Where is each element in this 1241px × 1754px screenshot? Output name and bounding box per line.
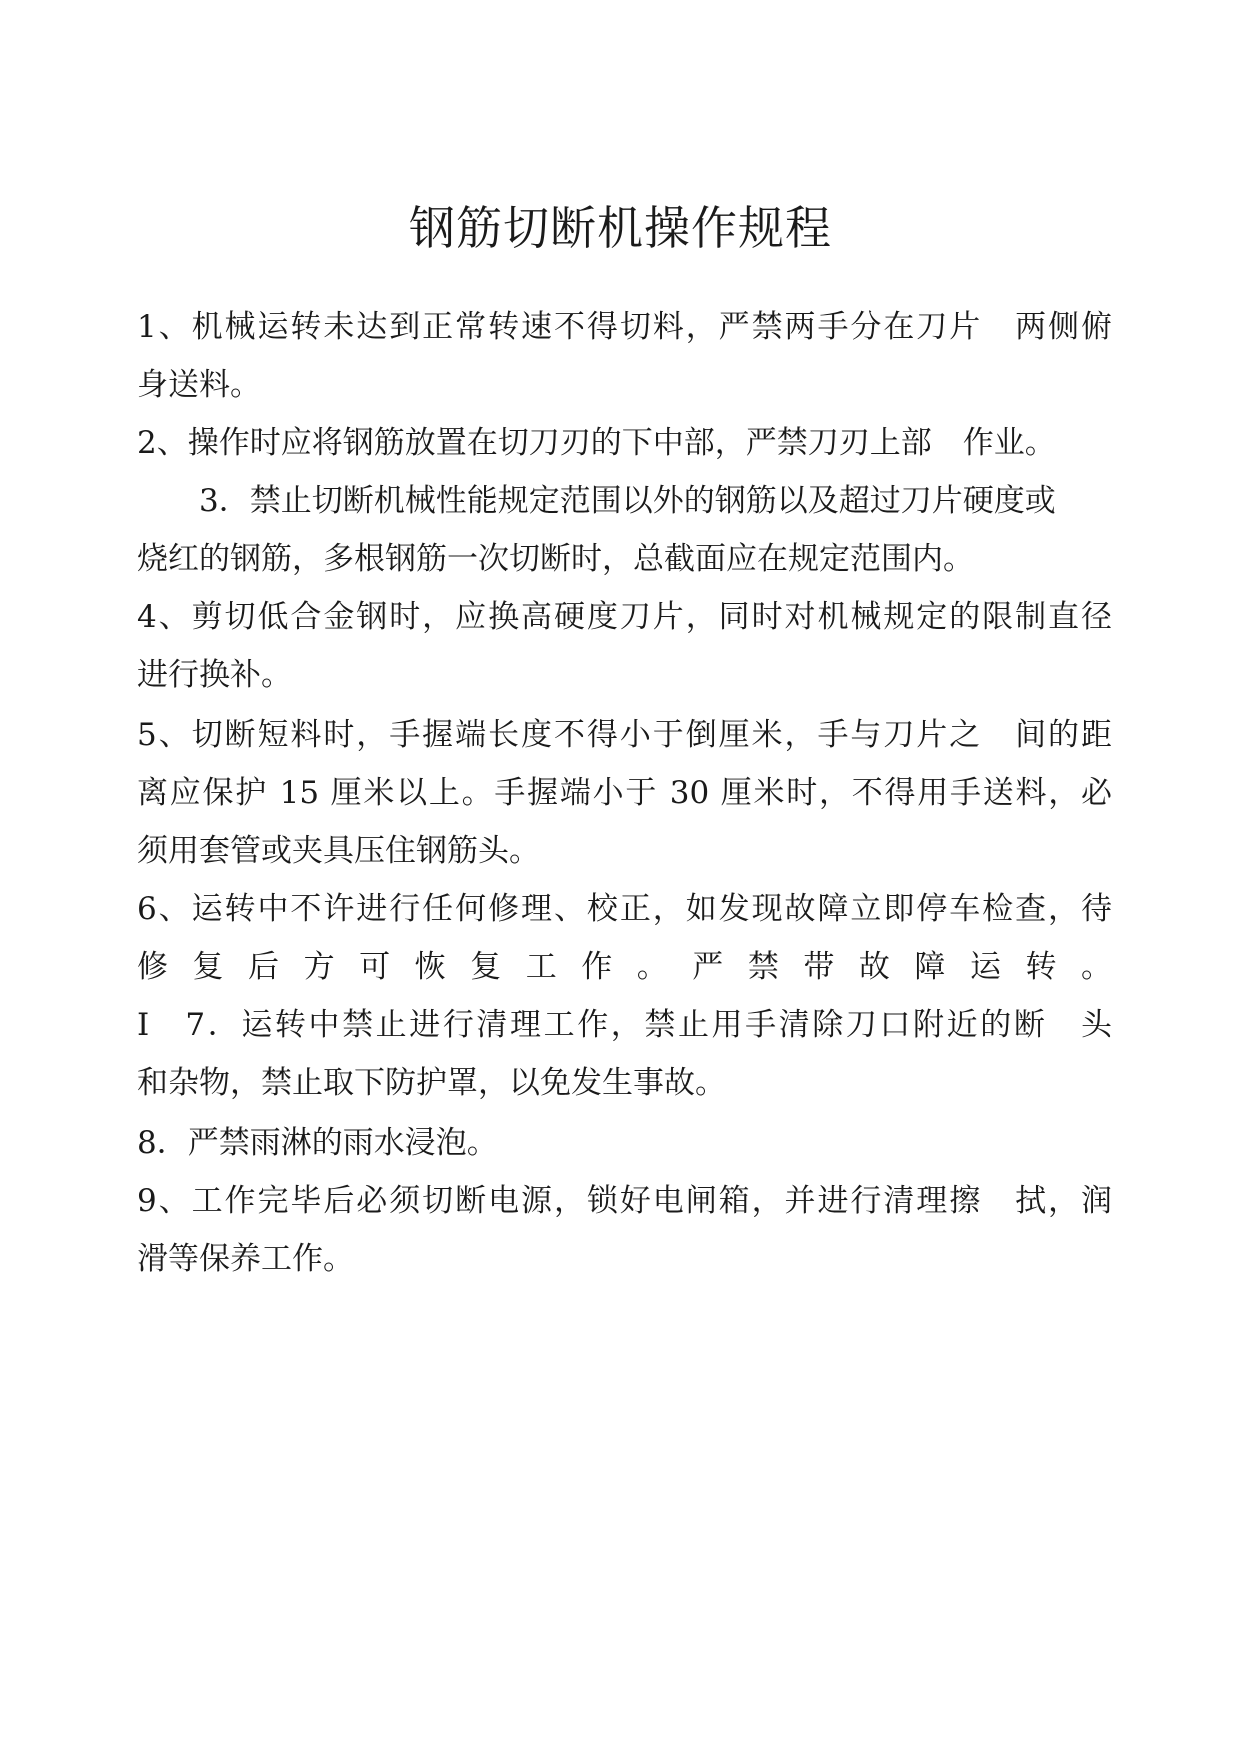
body-line: 8．严禁雨淋的雨水浸泡。 [137, 1125, 498, 1161]
body-line: 烧红的钢筋，多根钢筋一次切断时，总截面应在规定范围内。 [137, 541, 974, 577]
body-line: 5、切断短料时，手握端长度不得小于倒厘米，手与刀片之 间的距 [137, 717, 1112, 753]
body-line: 9、工作完毕后必须切断电源，锁好电闸箱，并进行清理擦 拭，润 [137, 1183, 1112, 1219]
body-line: 3．禁止切断机械性能规定范围以外的钢筋以及超过刀片硬度或 [137, 483, 1056, 519]
body-line: 离应保护 15 厘米以上。手握端小于 30 厘米时，不得用手送料，必 [137, 775, 1112, 811]
body-line: 修复后方可恢复工作。严禁带故障运转。 [137, 949, 1112, 985]
body-line: 6、运转中不许进行任何修理、校正，如发现故障立即停车检查，待 [137, 891, 1112, 927]
body-line: 须用套管或夹具压住钢筋头。 [137, 833, 540, 869]
body-line: 进行换补。 [137, 657, 292, 693]
body-line: 身送料。 [137, 367, 261, 403]
body-line: 2、操作时应将钢筋放置在切刀刃的下中部，严禁刀刃上部 作业。 [137, 425, 1056, 461]
body-line: I 7．运转中禁止进行清理工作，禁止用手清除刀口附近的断 头 [137, 1007, 1112, 1043]
document-title: 钢筋切断机操作规程 [409, 201, 832, 255]
body-line: 4、剪切低合金钢时，应换高硬度刀片，同时对机械规定的限制直径 [137, 599, 1112, 635]
body-line: 和杂物，禁止取下防护罩，以免发生事故。 [137, 1065, 726, 1101]
body-line: 滑等保养工作。 [137, 1241, 354, 1277]
body-line: 1、机械运转未达到正常转速不得切料，严禁两手分在刀片 两侧俯 [137, 309, 1112, 345]
